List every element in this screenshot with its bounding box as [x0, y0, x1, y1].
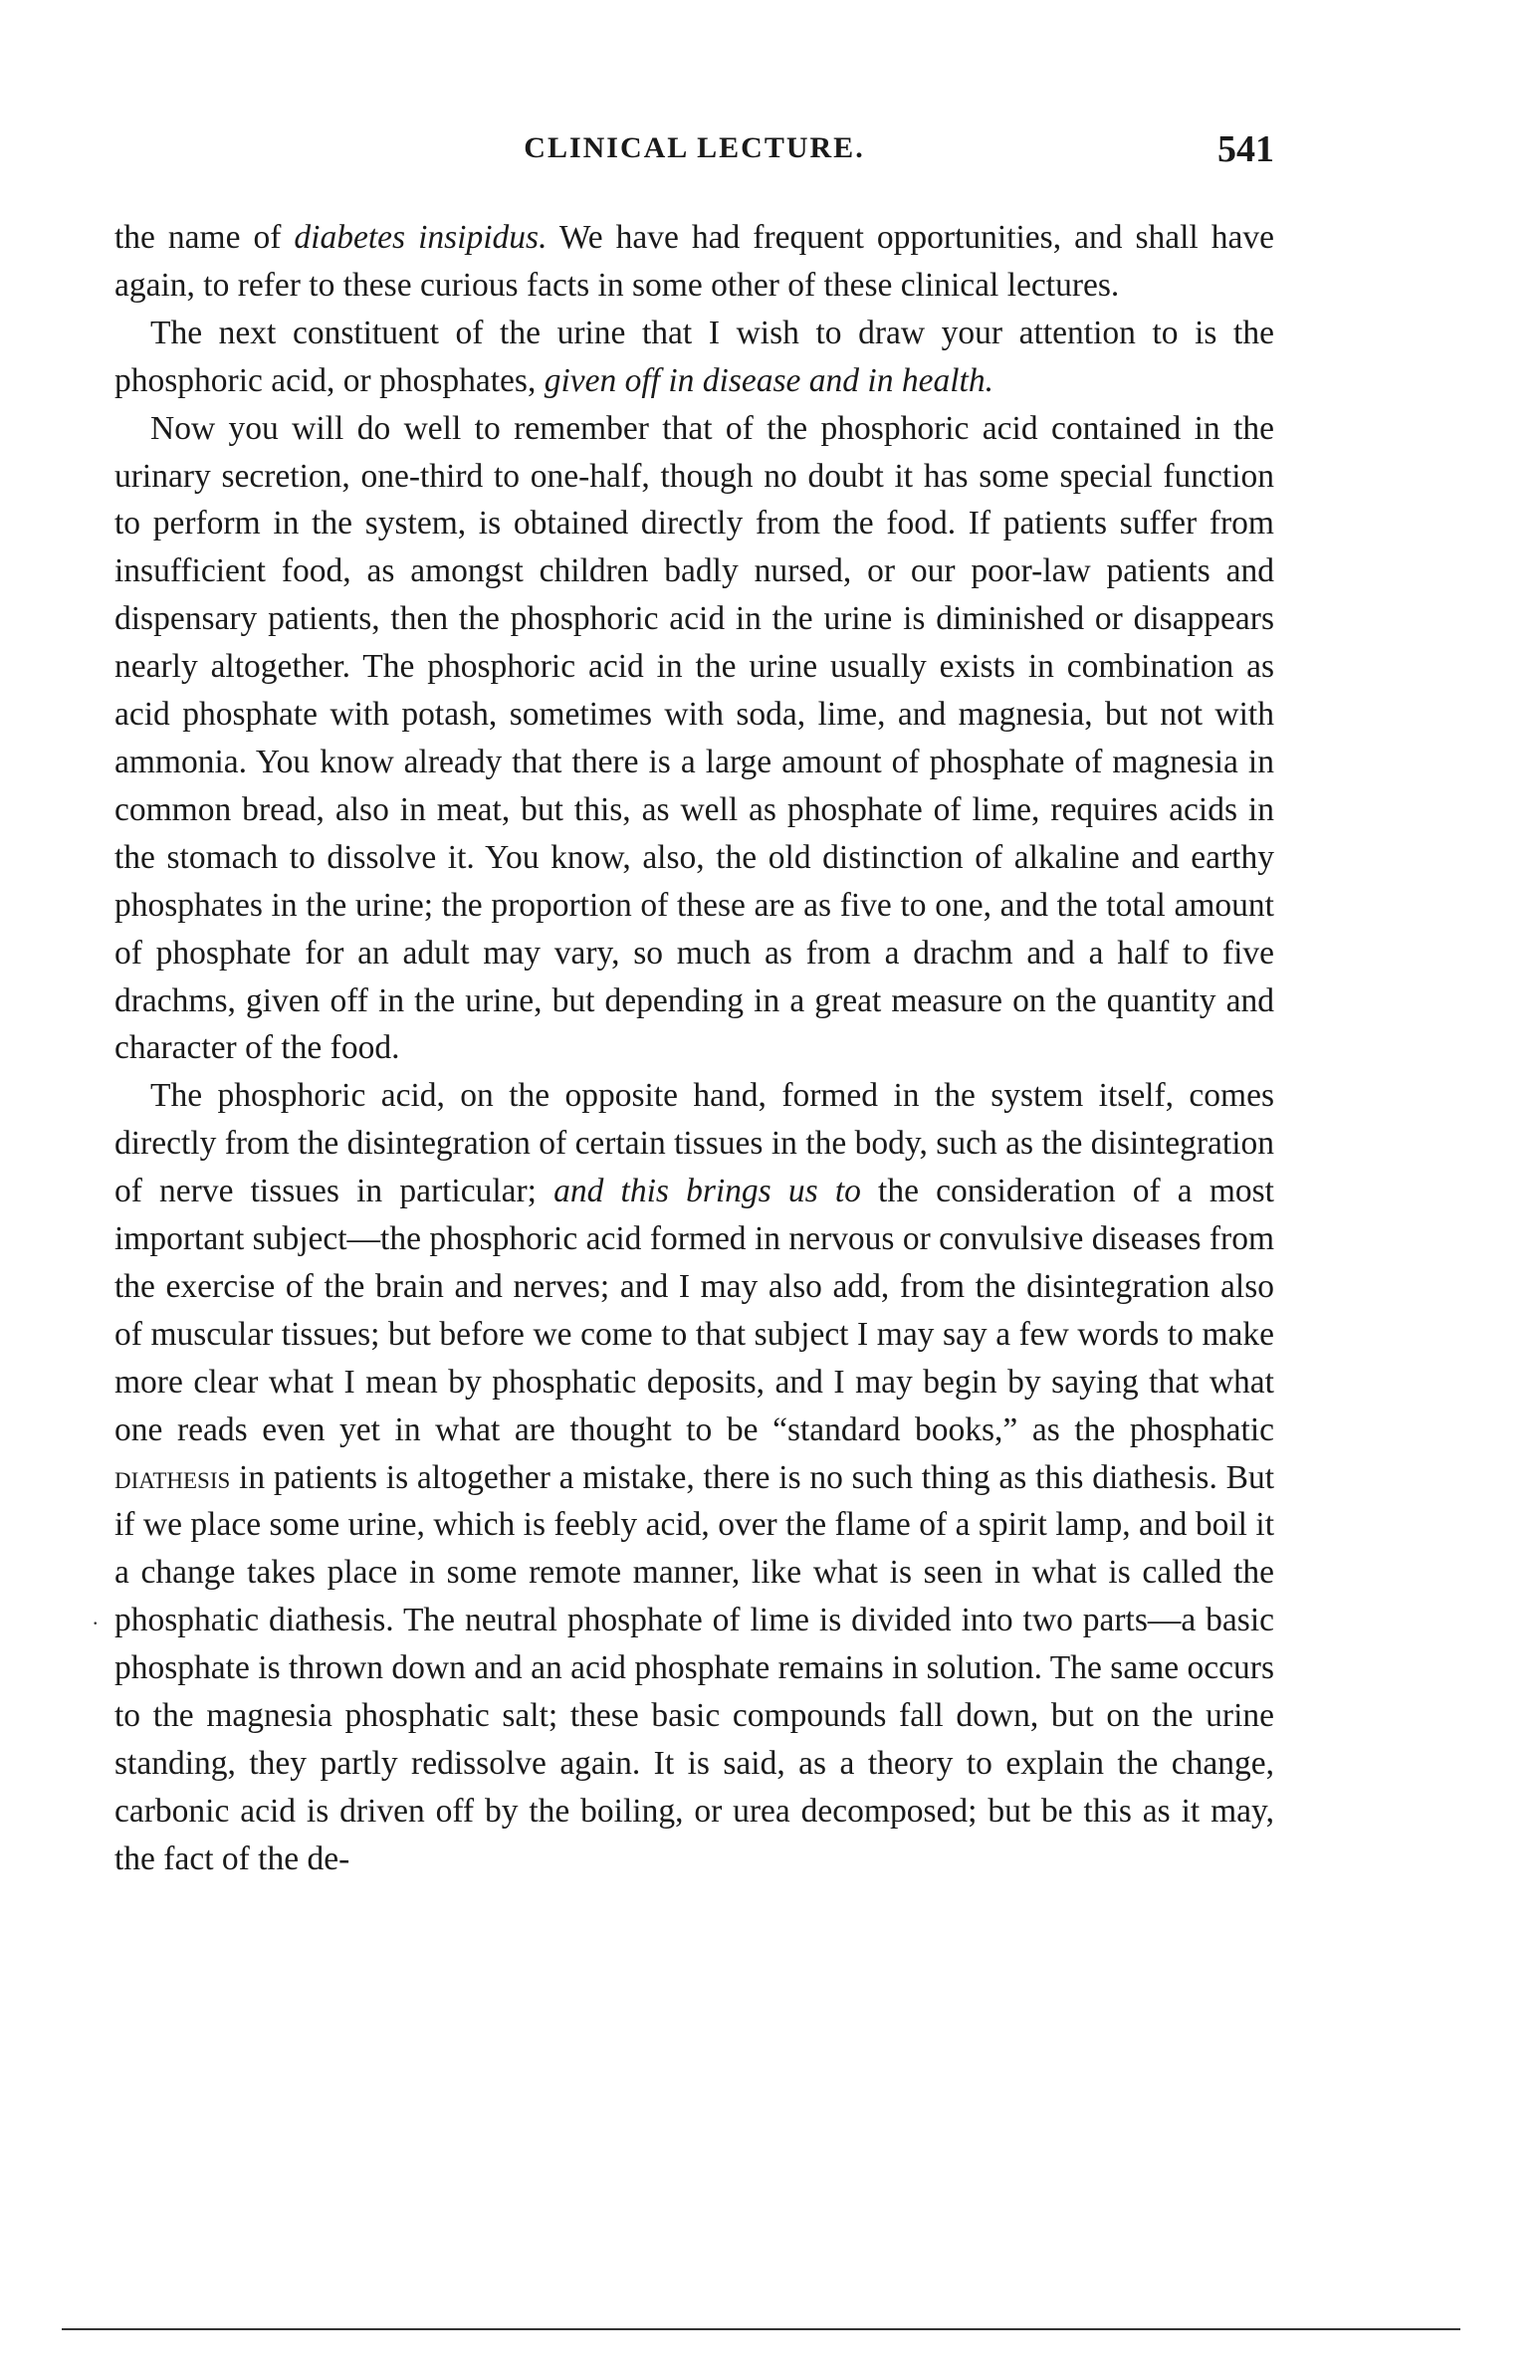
italic-run: given off in disease and in health.: [544, 361, 993, 399]
running-title: CLINICAL LECTURE.: [524, 131, 865, 164]
paragraph-4: [114, 1072, 1274, 1882]
text-run: The next constituent of the urine that I wish to draw your attention to is the phosphoric acid, or phosphates,: [114, 314, 1274, 399]
body-text: [114, 214, 1274, 1883]
italic-run: diabetes insipidus.: [294, 219, 548, 256]
page-number: 541: [1217, 128, 1274, 170]
paragraph-2: [114, 310, 1274, 405]
text-run: in patients is altogether a mistake, there is no such thing as this diathesis. But if we place some urine, which is feebly acid, over the flame of a spirit lamp, and boil it a change takes place in some remote manner, like what is seen in what is called the phosphatic diathesis. The neutral phosphate of lime is divided into two parts—a basic phosphate is thrown down and an acid phosphate remains in solution. The same occurs to the magnesia phosphatic salt; these basic compounds fall down, but on the urine standing, they partly redissolve again. It is said, as a theory to explain the change, carbonic acid is driven off by the boiling, or urea decomposed; but be this as it may, the fact of the de-: [114, 1458, 1274, 1877]
text-run: the name of: [114, 219, 295, 256]
paragraph-3: [114, 405, 1274, 1073]
bottom-rule: [62, 2328, 1460, 2330]
small-caps-run: diathesis: [114, 1458, 231, 1496]
running-head: [114, 127, 1274, 177]
text-run: The phosphoric acid, on the opposite hand, formed in the system itself, comes directly from the disintegration of certain tissues in the body, such as the disintegration of nerve tissues in particular;: [114, 1077, 1274, 1210]
text-run: Now you will do well to remember that of the phosphoric acid contained in the urinary secretion, one-third to one-half, though no doubt it has some special function to perform in the system, is obtained directly from the food. If patients suffer from insufficient food, as amongst children badly nursed, or our poor-law patients and dispensary patients, then the phosphoric acid in the urine is diminished or disappears nearly altogether. The phosphoric acid in the urine usually exists in combination as acid phosphate with potash, sometimes with soda, lime, and magnesia, but not with ammonia. You know already that there is a large amount of phosphate of magnesia in common bread, also in meat, but this, as well as phosphate of lime, requires acids in the stomach to dissolve it. You know, also, the old distinction of alkaline and earthy phosphates in the urine; the proportion of these are as five to one, and the total amount of phosphate for an adult may vary, so much as from a drachm and a half to five drachms, given off in the urine, but depending in a great measure on the quantity and character of the food.: [114, 409, 1274, 1067]
paragraph-1: [114, 214, 1274, 310]
italic-run: and this brings us to: [553, 1173, 861, 1210]
text-run: We have had frequent opportunities, and shall have again, to refer to these curious facts in some other of these clinical lectures.: [114, 219, 1274, 304]
margin-mark: .: [93, 1605, 99, 1629]
text-run: the consideration of a most important subject—the phosphoric acid formed in nervous or convulsive diseases from the exercise of the brain and nerves; and I may also add, from the disintegration also of muscular tissues; but before we come to that subject I may say a few words to make more clear what I mean by phosphatic deposits, and I may begin by saying that what one reads even yet in what are thought to be “standard books,” as the phosphatic: [114, 1173, 1274, 1448]
